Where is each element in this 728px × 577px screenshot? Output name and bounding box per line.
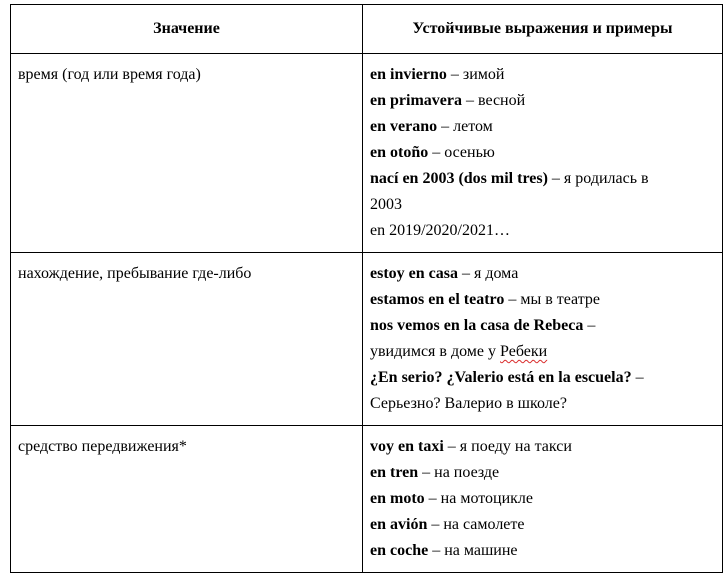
example-line — [370, 486, 715, 512]
spanish-expression: estoy en casa — [370, 265, 458, 282]
examples-cell — [363, 54, 723, 253]
translation-text: – осенью — [428, 144, 495, 161]
example-line — [370, 192, 715, 218]
example-line — [370, 512, 715, 538]
header-expressions: Устойчивые выражения и примеры — [363, 5, 723, 54]
example-line — [370, 313, 715, 339]
spanish-expression: en moto — [370, 490, 425, 507]
example-line — [370, 391, 715, 417]
examples-cell — [363, 253, 723, 426]
header-row — [11, 5, 723, 54]
translation-text: 2003 — [370, 196, 402, 213]
translation-text: – я поеду на такси — [443, 438, 572, 455]
translation-text: en 2019/2020/2021… — [370, 222, 510, 239]
header-meaning: Значение — [11, 5, 363, 54]
translation-text: – на самолете — [427, 516, 525, 533]
spanish-expression: nos vemos en la casa de Rebeca — [370, 317, 584, 334]
example-line — [370, 62, 715, 88]
translation-text: – зимой — [446, 66, 505, 83]
spanish-expression: estamos en el teatro — [370, 291, 505, 308]
example-line — [370, 166, 715, 192]
example-line — [370, 218, 715, 244]
translation-text: Серьезно? Валерио в школе? — [370, 395, 567, 412]
translation-text: – летом — [437, 118, 493, 135]
table-row — [11, 253, 723, 426]
example-line — [370, 287, 715, 313]
examples-cell — [363, 426, 723, 573]
translation-text: – на мотоцикле — [424, 490, 533, 507]
table-row — [11, 54, 723, 253]
translation-text: – я дома — [457, 265, 519, 282]
table-body — [11, 54, 723, 573]
spanish-expression: en invierno — [370, 66, 447, 83]
example-line — [370, 538, 715, 564]
meaning-cell: время (год или время года) — [11, 54, 363, 253]
spanish-expression: en primavera — [370, 92, 462, 109]
example-line — [370, 140, 715, 166]
example-line — [370, 339, 715, 365]
example-line — [370, 114, 715, 140]
example-line — [370, 365, 715, 391]
translation-text: увидимся в доме у — [370, 343, 501, 360]
translation-text: – я родилась в — [547, 170, 649, 187]
spanish-expression: en verano — [370, 118, 438, 135]
meaning-cell: нахождение, пребывание где-либо — [11, 253, 363, 426]
spanish-expression: ¿En serio? ¿Valerio está en la escuela? — [370, 369, 632, 386]
spellcheck-flagged-word: Ребеки — [500, 343, 548, 360]
expressions-table — [10, 4, 723, 573]
meaning-cell: средство передвижения* — [11, 426, 363, 573]
spanish-expression: voy en taxi — [370, 438, 444, 455]
translation-text: – — [583, 317, 596, 334]
translation-text: – на машине — [428, 542, 518, 559]
translation-text: – мы в театре — [504, 291, 601, 308]
translation-text: – весной — [461, 92, 526, 109]
translation-text: – на поезде — [418, 464, 500, 481]
table-row — [11, 426, 723, 573]
spanish-expression: en otoño — [370, 144, 429, 161]
example-line — [370, 88, 715, 114]
spanish-expression: en coche — [370, 542, 429, 559]
translation-text: – — [631, 369, 644, 386]
spanish-expression: en avión — [370, 516, 428, 533]
spanish-expression: nací en 2003 (dos mil tres) — [370, 170, 548, 187]
example-line — [370, 460, 715, 486]
example-line — [370, 261, 715, 287]
example-line — [370, 434, 715, 460]
spanish-expression: en tren — [370, 464, 419, 481]
